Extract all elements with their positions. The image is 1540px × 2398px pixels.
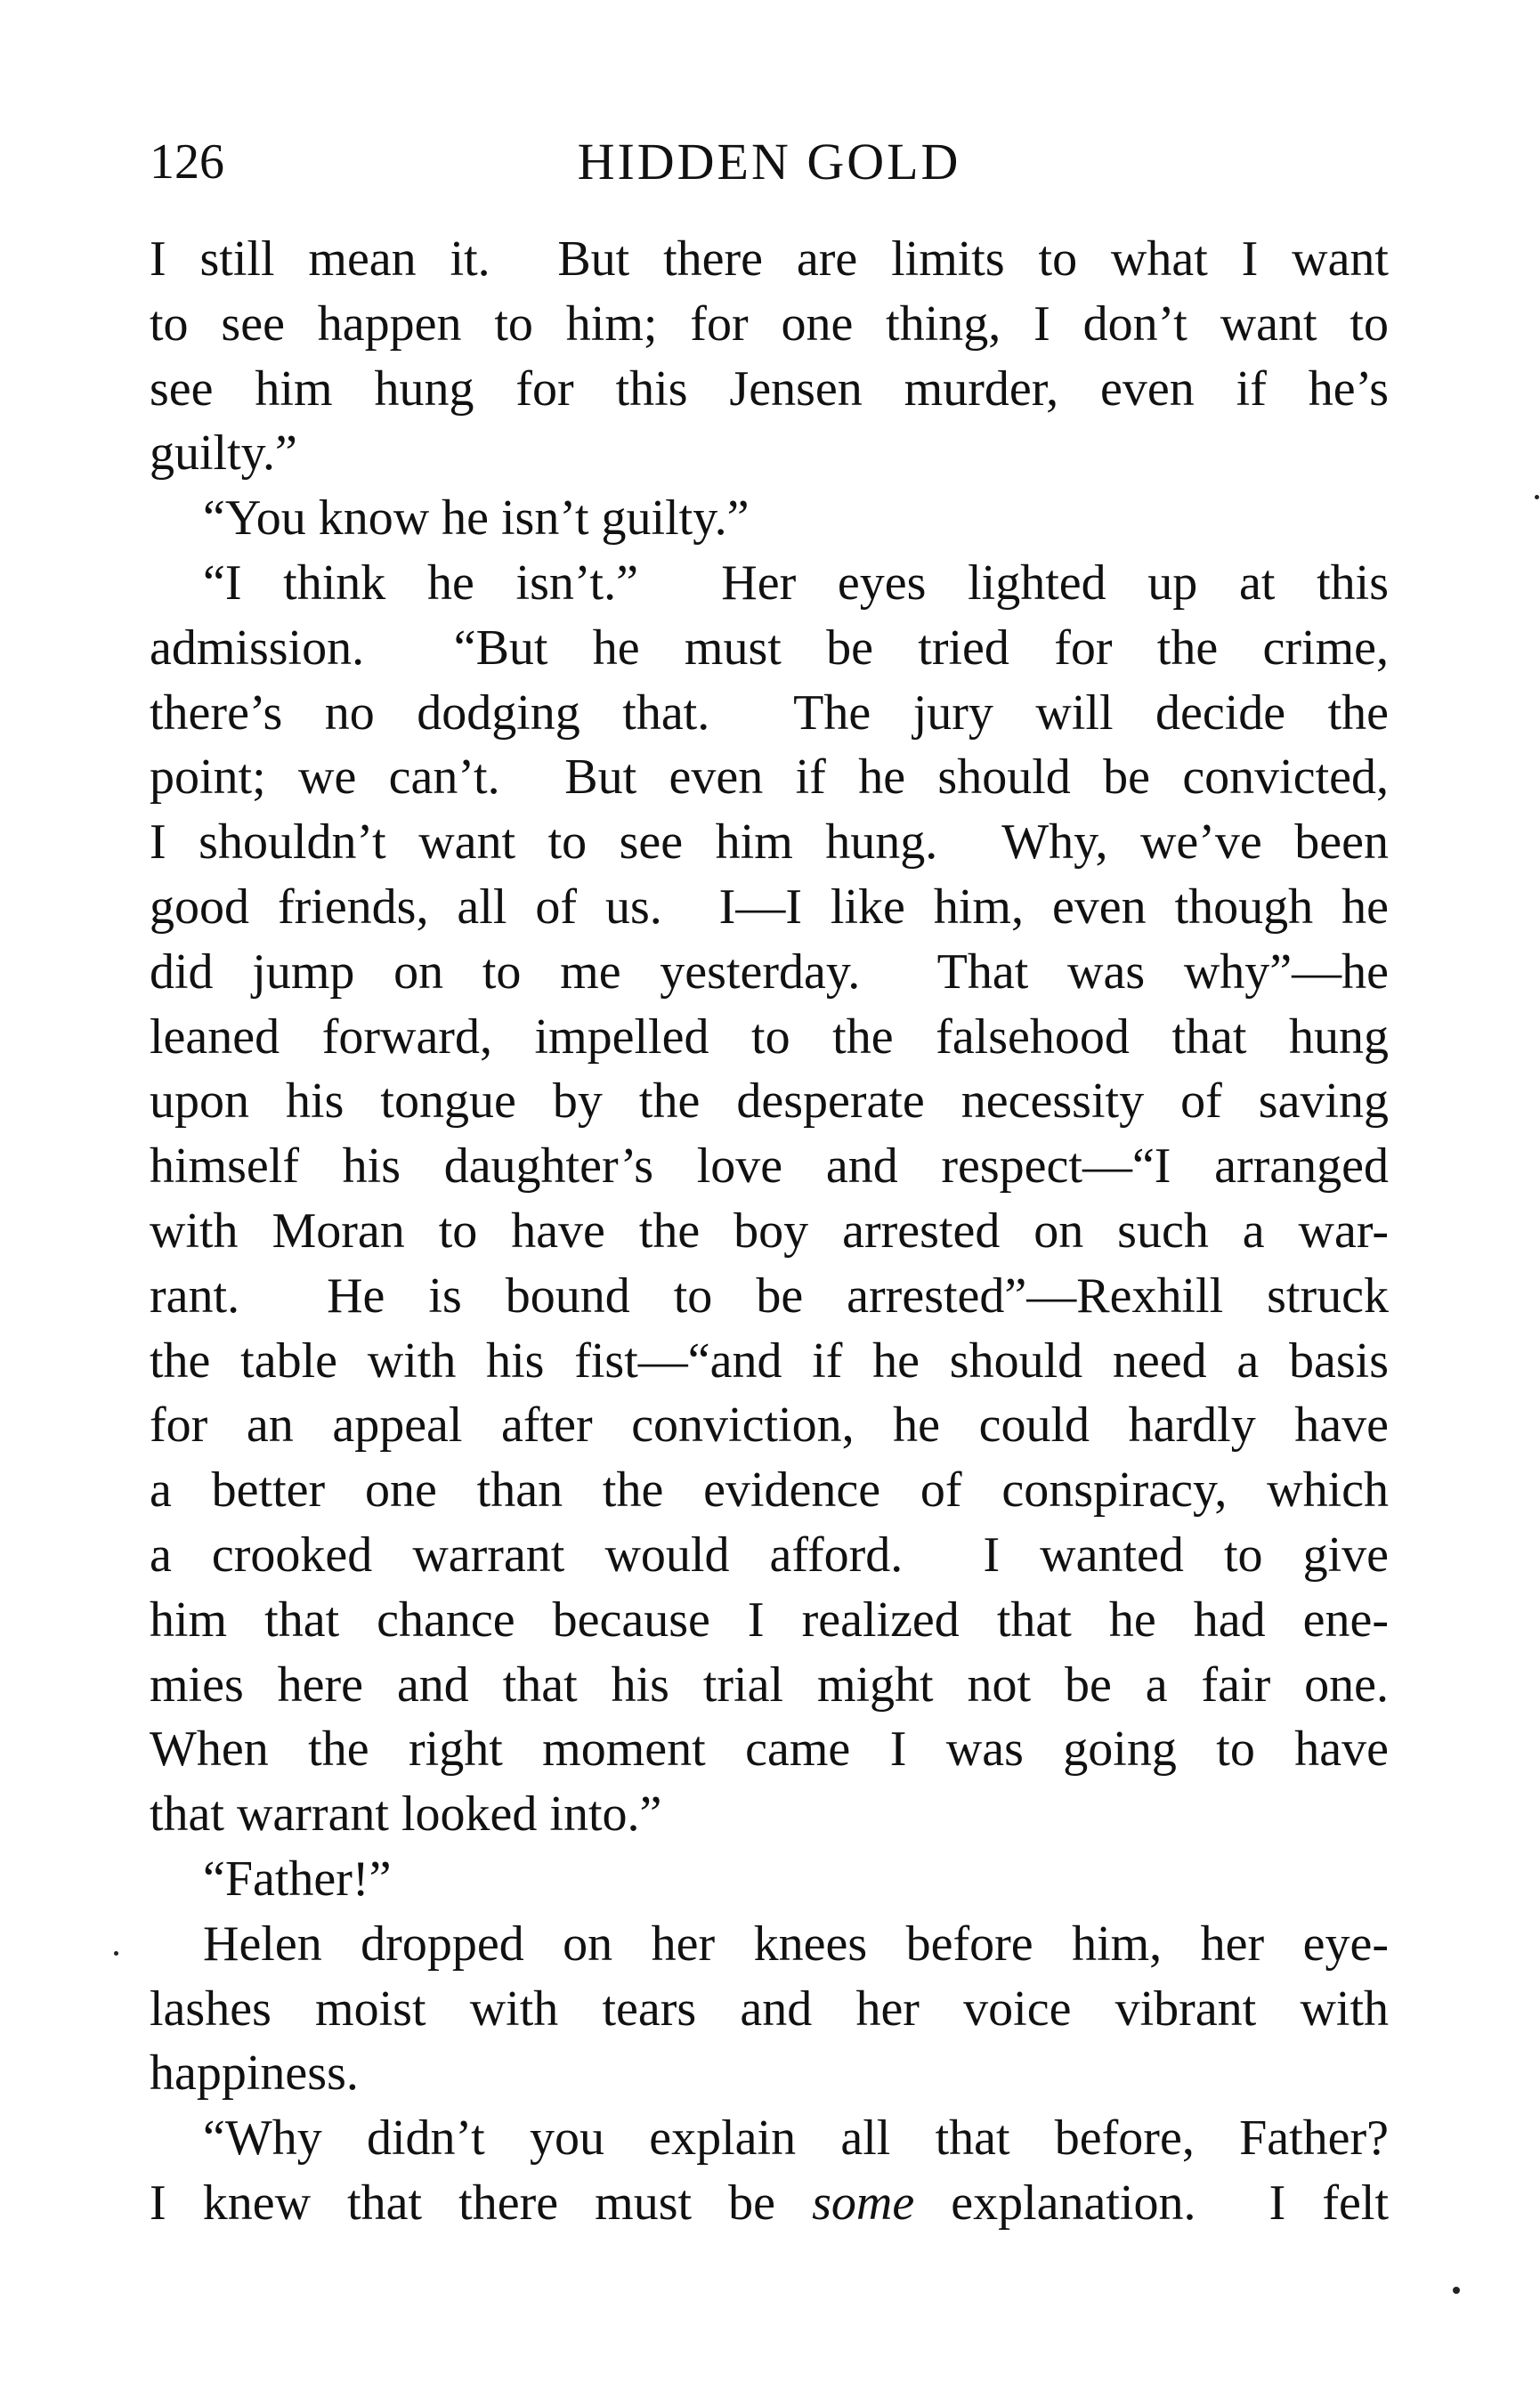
text-line: happiness. xyxy=(150,2046,359,2102)
text-line xyxy=(150,2171,1389,2236)
text-line: mies here and that his trial might not be a fair one. xyxy=(150,1657,1389,1713)
text-line: lashes moist with tears and her voice vibrant with xyxy=(150,1981,1389,2037)
text-line: “You know he isn’t guilty.” xyxy=(203,490,750,547)
text-line: with Moran to have the boy arrested on such a war- xyxy=(150,1203,1389,1259)
text-line: there’s no dodging that. The jury will decide the xyxy=(150,685,1389,741)
running-head xyxy=(150,125,1389,199)
text-line: When the right moment came I was going to have xyxy=(150,1722,1389,1778)
print-speck xyxy=(1535,495,1539,499)
text-line: good friends, all of us. I—I like him, even though he xyxy=(150,879,1389,935)
emphasized-word: some xyxy=(812,2175,915,2231)
text-line: rant. He is bound to be arrested”—Rexhill struck xyxy=(150,1268,1389,1324)
text-line: Helen dropped on her knees before him, her eye- xyxy=(203,1916,1389,1972)
body-text xyxy=(150,227,1389,2236)
text-line: “Why didn’t you explain all that before, Father? xyxy=(203,2110,1389,2167)
print-speck xyxy=(1453,2287,1460,2294)
text-line: leaned forward, impelled to the falsehood that hung xyxy=(150,1009,1389,1065)
text-line: “I think he isn’t.” Her eyes lighted up at this xyxy=(203,555,1389,611)
text-line: did jump on to me yesterday. That was why”—he xyxy=(150,944,1389,1000)
text-line: a crooked warrant would afford. I wanted to give xyxy=(150,1527,1389,1583)
text-line: admission. “But he must be tried for the crime, xyxy=(150,620,1389,676)
text-line: guilty.” xyxy=(150,425,297,482)
text-line: I still mean it. But there are limits to what I want xyxy=(150,231,1389,287)
text-line: him that chance because I realized that he had ene- xyxy=(150,1592,1389,1648)
text-line: point; we can’t. But even if he should be convicted, xyxy=(150,749,1389,806)
text-line: the table with his fist—“and if he should need a basis xyxy=(150,1333,1389,1389)
text-line: himself his daughter’s love and respect—“I arranged xyxy=(150,1138,1389,1195)
text-line: for an appeal after conviction, he could hardly have xyxy=(150,1397,1389,1454)
text-line: upon his tongue by the desperate necessity of saving xyxy=(150,1073,1389,1130)
text-segment: I knew that there must be xyxy=(150,2175,813,2231)
text-line: that warrant looked into.” xyxy=(150,1786,662,1843)
running-title: HIDDEN GOLD xyxy=(577,133,961,190)
page-number: 126 xyxy=(150,134,224,190)
text-line: I shouldn’t want to see him hung. Why, we’ve been xyxy=(150,814,1389,871)
text-line: a better one than the evidence of conspiracy, which xyxy=(150,1462,1389,1519)
text-line: “Father!” xyxy=(203,1851,392,1907)
print-speck xyxy=(114,1951,118,1956)
text-line: to see happen to him; for one thing, I don’t want to xyxy=(150,296,1389,352)
text-segment: explanation. I felt xyxy=(914,2175,1389,2231)
text-line: see him hung for this Jensen murder, even if he’s xyxy=(150,361,1389,417)
